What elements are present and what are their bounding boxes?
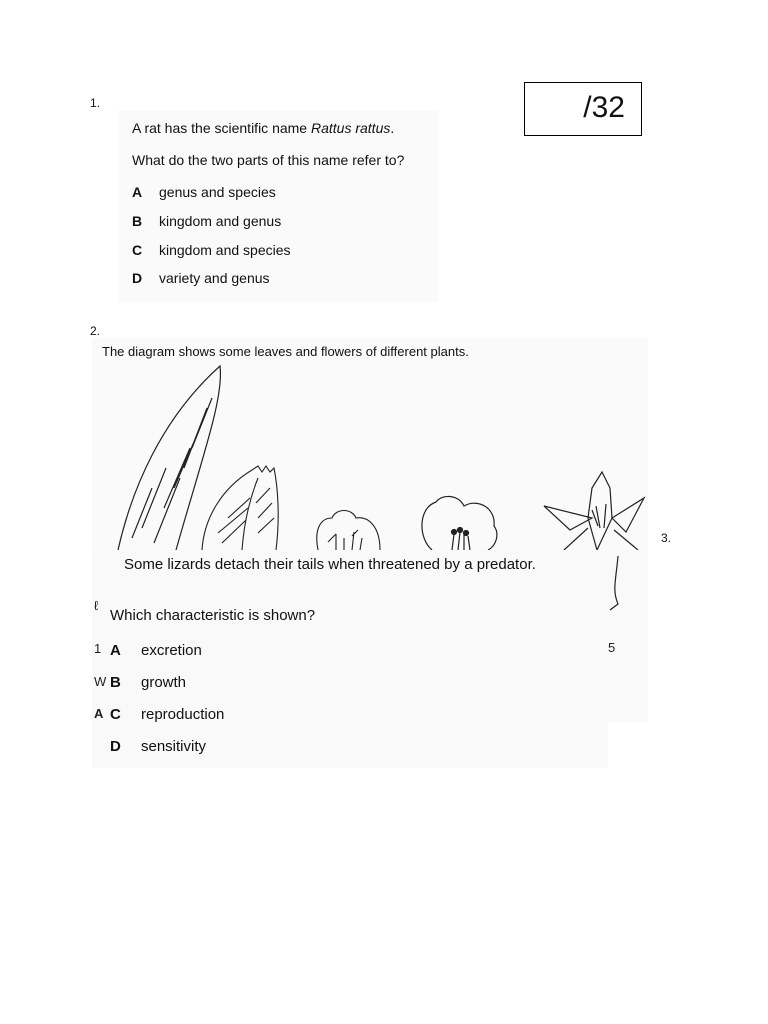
question-3-stem: Some lizards detach their tails when threatened by a predator. bbox=[124, 556, 536, 573]
question-1-stem bbox=[132, 120, 394, 136]
option-letter: B bbox=[110, 674, 121, 691]
option-letter: D bbox=[132, 270, 143, 286]
star-flower-icon bbox=[544, 472, 644, 550]
five-petal-flower-icon bbox=[422, 496, 497, 550]
option-text: excretion bbox=[141, 642, 202, 659]
small-shrub-icon bbox=[317, 511, 380, 551]
hidden-fragment-1: 1 bbox=[94, 641, 102, 656]
option-letter: A bbox=[110, 642, 121, 659]
question-1-stem-suffix: . bbox=[390, 120, 395, 136]
question-1-scientific-name: Rattus rattus bbox=[310, 120, 391, 136]
option-letter: B bbox=[132, 213, 143, 229]
option-text: genus and species bbox=[159, 184, 276, 200]
question-2-panel bbox=[92, 338, 648, 550]
hidden-fragment-stroke: ℓ bbox=[94, 598, 99, 613]
question-2-number: 2. bbox=[90, 324, 101, 338]
question-1-question: What do the two parts of this name refer to? bbox=[132, 152, 405, 168]
hidden-fragment-a: A bbox=[94, 706, 104, 721]
option-text: variety and genus bbox=[159, 270, 270, 286]
option-text: kingdom and genus bbox=[159, 213, 282, 229]
option-text: sensitivity bbox=[141, 738, 207, 755]
option-letter: C bbox=[132, 242, 143, 258]
option-letter: D bbox=[110, 738, 121, 755]
question-2-stem: The diagram shows some leaves and flowers of different plants. bbox=[102, 344, 469, 359]
score-total: /32 bbox=[583, 91, 625, 124]
question-3-question: Which characteristic is shown? bbox=[110, 607, 316, 624]
hidden-fragment-5: 5 bbox=[608, 640, 616, 655]
grass-leaf-icon bbox=[118, 366, 220, 550]
hidden-fragment-w: W bbox=[94, 674, 107, 689]
option-text: growth bbox=[141, 674, 187, 691]
question-3-number: 3. bbox=[661, 531, 672, 545]
question-1-stem-prefix: A rat has the scientific name bbox=[132, 120, 311, 136]
question-3-panel bbox=[92, 550, 608, 768]
option-letter: C bbox=[110, 706, 121, 723]
score-box bbox=[524, 82, 642, 136]
question-1-number: 1. bbox=[90, 96, 101, 110]
flower-stem-icon bbox=[608, 550, 648, 722]
question-2-figure-overflow bbox=[608, 550, 648, 722]
option-text: kingdom and species bbox=[159, 242, 291, 258]
plants-figure bbox=[92, 338, 648, 550]
option-letter: A bbox=[132, 184, 143, 200]
serrated-leaf-icon bbox=[202, 466, 278, 550]
question-1-panel bbox=[118, 110, 438, 302]
option-text: reproduction bbox=[141, 706, 225, 723]
